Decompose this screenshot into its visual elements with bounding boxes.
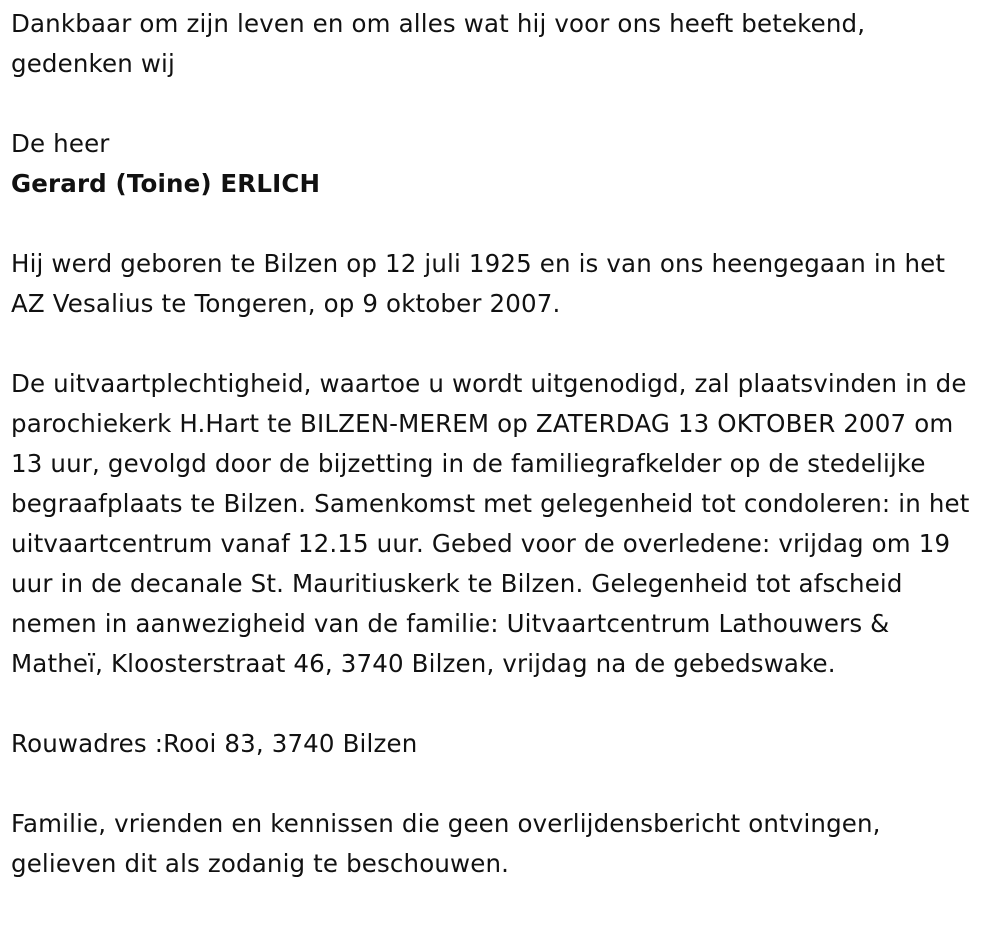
closing-paragraph: Familie, vrienden en kennissen die geen overlijdensbericht ontvingen, gelieven dit als zodanig te beschouwen. xyxy=(11,809,881,878)
funeral-paragraph: De uitvaartplechtigheid, waartoe u wordt uitgenodigd, zal plaatsvinden in de parochiekerk H.Hart te BILZEN-MEREM op ZATERDAG 13 OKTOBER 2007 om 13 uur, gevolgd door de bijzetting in de familiegrafkelder op de stedelijke begraafplaats te Bilzen. Samenkomst met gelegenheid tot condoleren: in het uitvaartcentrum vanaf 12.15 uur. Gebed voor de overledene: vrijdag om 19 uur in de decanale St. Mauritiuskerk te Bilzen. Gelegenheid tot afscheid nemen in aanwezigheid van de familie: Uitvaartcentrum Lathouwers & Matheï, Kloosterstraat 46, 3740 Bilzen, vrijdag na de gebedswake. xyxy=(11,369,970,678)
death-notice xyxy=(11,4,986,884)
deceased-name: Gerard (Toine) ERLICH xyxy=(11,169,321,198)
birth-death-paragraph: Hij werd geboren te Bilzen op 12 juli 1925 en is van ons heengegaan in het AZ Vesalius te Tongeren, op 9 oktober 2007. xyxy=(11,249,946,318)
intro-paragraph: Dankbaar om zijn leven en om alles wat hij voor ons heeft betekend, gedenken wij xyxy=(11,9,866,78)
mourning-address: Rouwadres :Rooi 83, 3740 Bilzen xyxy=(11,729,418,758)
salutation: De heer xyxy=(11,129,110,158)
